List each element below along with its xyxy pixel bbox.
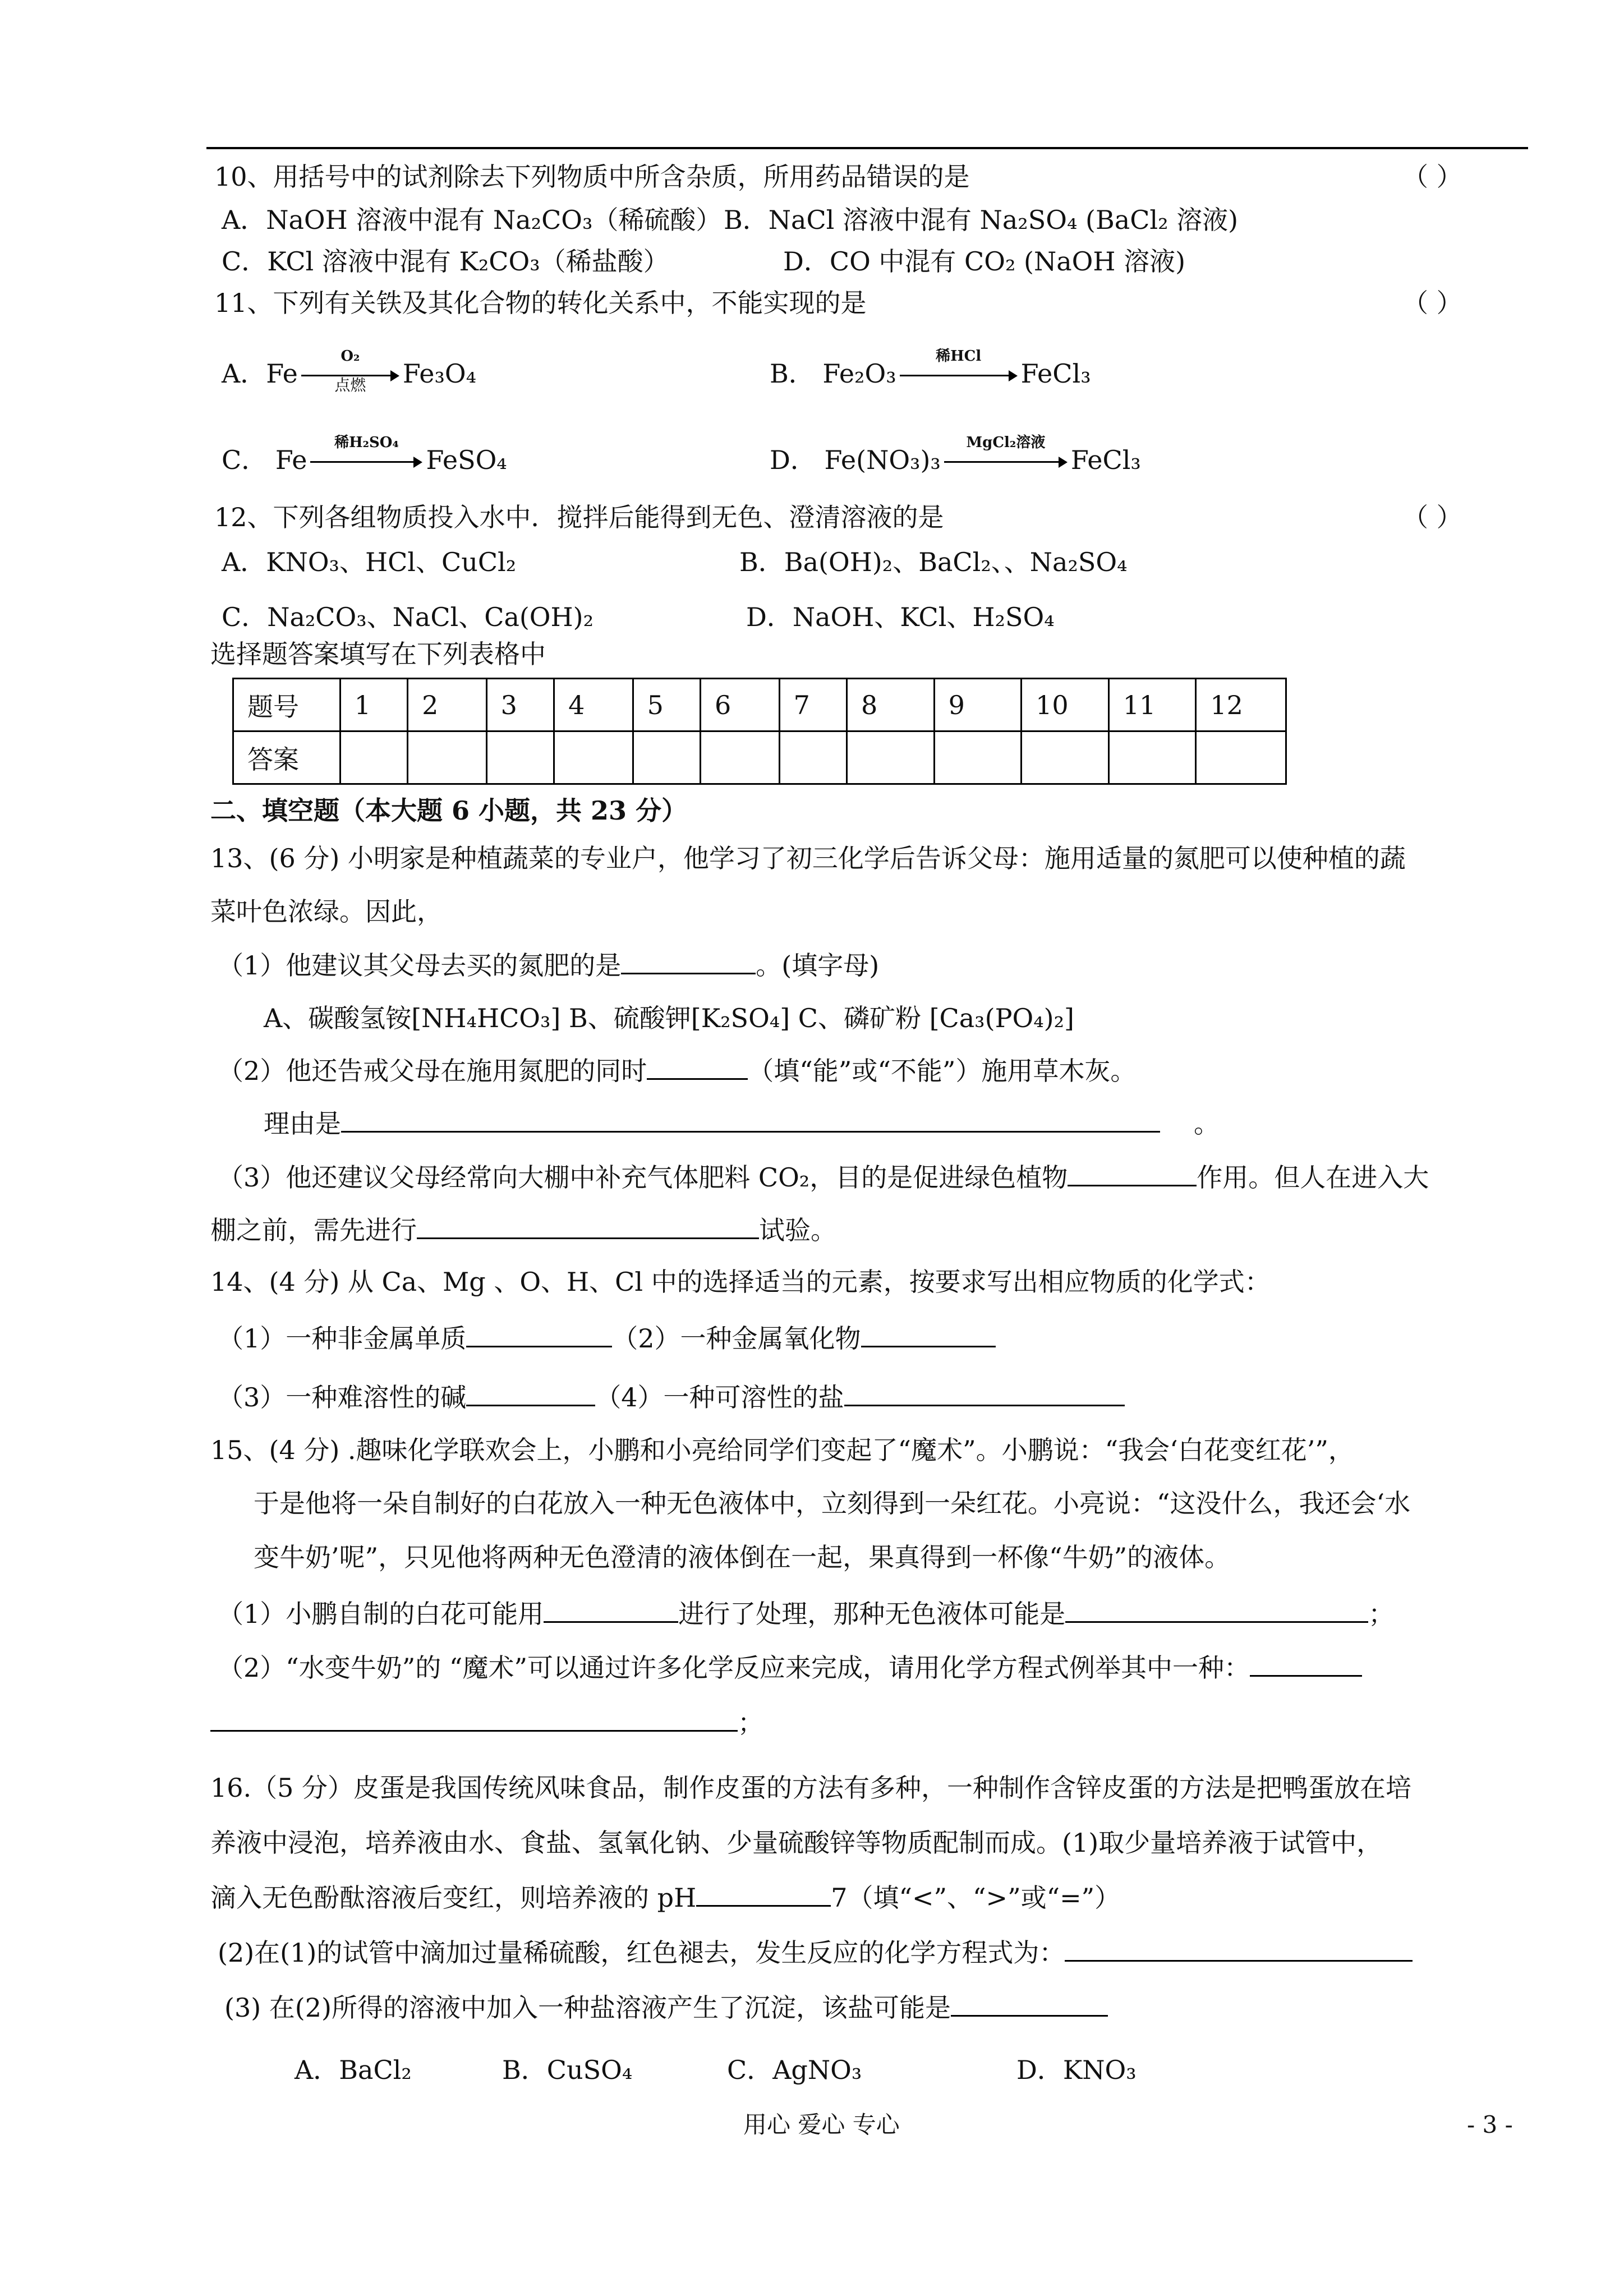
q14-row1: [218, 1321, 996, 1355]
q13-part3-end: 作用。但人在进入大: [1197, 1162, 1429, 1193]
q16-line2: 养液中浸泡，培养液由水、食盐、氢氧化钠、少量硫酸锌等物质配制而成。(1)取少量培养液于试管中，: [210, 1828, 1383, 1858]
q14-answer-blank-2[interactable]: [861, 1321, 996, 1347]
answer-cell-3[interactable]: [486, 731, 554, 784]
q16-answer-blank-2[interactable]: [1065, 1935, 1413, 1962]
q11-d-product: FeCl₃: [1070, 445, 1141, 475]
answer-table-number: 1: [340, 679, 407, 731]
answer-table-number: 9: [934, 679, 1022, 731]
reaction-arrow-icon: [301, 348, 399, 394]
q13-part3b: [210, 1213, 836, 1247]
q16-answer-blank-3[interactable]: [951, 1990, 1108, 2017]
q14-part1: （1）一种非金属单质: [218, 1323, 467, 1354]
q16-answer-blank-1[interactable]: [696, 1880, 831, 1907]
answer-table-number: 12: [1196, 679, 1286, 731]
answer-table-number: 7: [779, 679, 846, 731]
q14-part4: （4）一种可溶性的盐: [595, 1382, 844, 1412]
answer-table-number: 4: [554, 679, 633, 731]
q12-option-c: C．Na₂CO₃、NaCl、Ca(OH)₂: [222, 602, 594, 632]
q13-answer-blank-reason[interactable]: [341, 1106, 1160, 1133]
q11-c-product: FeSO₄: [426, 445, 507, 475]
q15-answer-blank-2[interactable]: [1065, 1596, 1368, 1623]
q15-line2: 于是他将一朵自制好的白花放入一种无色液体中，立刻得到一朵红花。小亮说：“这没什么，我还会‘水: [254, 1488, 1411, 1519]
answer-cell-1[interactable]: [340, 731, 407, 784]
q11-option-b: [770, 348, 1091, 390]
q14-answer-blank-3[interactable]: [466, 1380, 595, 1406]
answer-cell-8[interactable]: [847, 731, 935, 784]
q16-part2: [218, 1935, 1413, 1970]
q13-options: A、碳酸氢铵[NH₄HCO₃] B、硫酸钾[K₂SO₄] C、磷矿粉 [Ca₃(PO₄)₂]: [264, 1003, 1075, 1033]
q15-part1: [218, 1596, 1394, 1631]
q15-line1: 15、(4 分) .趣味化学联欢会上，小鹏和小亮给同学们变起了“魔术”。小鹏说：“我会‘白花变红花’”，: [210, 1435, 1354, 1465]
q16-part3: [224, 1990, 1108, 2024]
q13-answer-blank-4[interactable]: [417, 1213, 759, 1239]
q12-stem: 12、下列各组物质投入水中．搅拌后能得到无色、澄清溶液的是: [214, 502, 944, 532]
q11-option-d: [770, 434, 1141, 477]
q16-line3-text: 滴入无色酚酞溶液后变红，则培养液的 pH: [210, 1883, 697, 1913]
q13-part1: [218, 948, 879, 982]
q11-b-product: FeCl₃: [1020, 358, 1091, 389]
q13-part1-end: 。(填字母): [756, 950, 880, 981]
answer-cell-5[interactable]: [633, 731, 700, 784]
q11-c-condition: 稀H₂SO₄: [334, 434, 399, 451]
answer-table-number: 6: [701, 679, 780, 731]
q13-part3b-text: 棚之前，需先进行: [210, 1215, 417, 1245]
q10-bracket: （ ）: [1402, 162, 1462, 192]
q16-line1: 16.（5 分）皮蛋是我国传统风味食品，制作皮蛋的方法有多种，一种制作含锌皮蛋的方法是把鸭蛋放在培: [210, 1773, 1412, 1803]
q11-a-reactant: A．Fe: [222, 358, 298, 389]
q13-part2: [218, 1053, 1136, 1088]
answer-cell-9[interactable]: [934, 731, 1022, 784]
q13-answer-blank-3[interactable]: [1068, 1160, 1197, 1186]
q13-reason: [264, 1106, 1220, 1140]
q11-a-condition: O₂: [341, 348, 360, 365]
q11-b-reactant: B． Fe₂O₃: [770, 358, 896, 389]
q13-part2-text: （2）他还告戒父母在施用氮肥的同时: [218, 1056, 647, 1086]
q15-part2-end: ；: [738, 1708, 763, 1738]
q12-option-a: A．KNO₃、HCl、CuCl₂: [222, 547, 517, 577]
q11-d-condition: MgCl₂溶液: [966, 434, 1046, 451]
q13-reason-label: 理由是: [264, 1108, 341, 1139]
q14-part2: （2）一种金属氧化物: [612, 1323, 861, 1354]
q13-line2: 菜叶色浓绿。因此，: [210, 896, 443, 927]
answer-table: [232, 678, 1287, 785]
answer-table-number: 2: [408, 679, 487, 731]
answer-cell-4[interactable]: [554, 731, 633, 784]
q15-part2: [218, 1650, 1362, 1685]
q15-part1-text: （1）小鹏自制的白花可能用: [218, 1599, 544, 1629]
q11-option-c: [222, 434, 507, 477]
q13-part1-text: （1）他建议其父母去买的氮肥的是: [218, 950, 622, 981]
q11-c-reactant: C． Fe: [222, 445, 307, 475]
answer-cell-12[interactable]: [1196, 731, 1286, 784]
q11-a-product: Fe₃O₄: [402, 358, 477, 389]
q13-part2-end: （填“能”或“不能”）施用草木灰。: [748, 1056, 1137, 1086]
answer-table-number: 10: [1022, 679, 1109, 731]
answer-table-header: 答案: [233, 731, 341, 784]
q11-a-condition-below: 点燃: [334, 376, 366, 394]
reaction-arrow-icon: [310, 434, 422, 473]
q13-part3-text: （3）他还建议父母经常向大棚中补充气体肥料 CO₂，目的是促进绿色植物: [218, 1162, 1068, 1193]
reaction-arrow-icon: [900, 348, 1018, 387]
q11-bracket: （ ）: [1402, 288, 1462, 318]
answer-table-number: 3: [486, 679, 554, 731]
answer-cell-2[interactable]: [408, 731, 487, 784]
section-title: 二、填空题（本大题 6 小题，共 23 分）: [210, 795, 688, 826]
q13-reason-end: 。: [1194, 1108, 1220, 1139]
q13-answer-blank-2[interactable]: [647, 1053, 748, 1080]
q15-answer-blank-1[interactable]: [544, 1596, 678, 1623]
answer-cell-7[interactable]: [779, 731, 846, 784]
q13-part3: [218, 1160, 1429, 1194]
q14-row2: [218, 1380, 1125, 1414]
q16-option-a: A．BaCl₂: [295, 2055, 412, 2085]
q14-answer-blank-1[interactable]: [466, 1321, 612, 1347]
page-number: - 3 -: [1467, 2111, 1513, 2138]
q16-option-b: B．CuSO₄: [502, 2055, 633, 2085]
answer-cell-11[interactable]: [1108, 731, 1196, 784]
reaction-arrow-icon: [944, 434, 1068, 473]
q12-option-d: D．NaOH、KCl、H₂SO₄: [746, 602, 1055, 632]
q15-part1-mid: 进行了处理，那种无色液体可能是: [678, 1599, 1066, 1629]
q10-option-b: B．NaCl 溶液中混有 Na₂SO₄ (BaCl₂ 溶液): [724, 205, 1239, 235]
q12-bracket: （ ）: [1402, 502, 1462, 532]
q16-part2-text: (2)在(1)的试管中滴加过量稀硫酸，红色褪去，发生反应的化学方程式为：: [218, 1938, 1065, 1968]
answer-table-number: 8: [847, 679, 935, 731]
answer-table-header: 题号: [233, 679, 341, 731]
q14-stem: 14、(4 分) 从 Ca、Mg 、O、H、Cl 中的选择适当的元素，按要求写出相应物质的化学式：: [210, 1267, 1271, 1297]
q16-part3-text: (3) 在(2)所得的溶液中加入一种盐溶液产生了沉淀，该盐可能是: [224, 1993, 951, 2023]
q16-option-c: C．AgNO₃: [727, 2055, 862, 2085]
q11-option-a: [222, 348, 477, 394]
q11-b-condition: 稀HCl: [936, 348, 982, 365]
q10-option-d: D．CO 中混有 CO₂ (NaOH 溶液): [783, 246, 1186, 277]
answer-table-number: 5: [633, 679, 700, 731]
header-rule: [206, 147, 1528, 149]
q15-answer-blank-4[interactable]: [210, 1705, 738, 1732]
q10-stem: 10、用括号中的试剂除去下列物质中所含杂质，所用药品错误的是: [214, 162, 970, 192]
q13-part3b-end: 试验。: [759, 1215, 836, 1245]
q15-part2-text: （2）“水变牛奶”的 “魔术”可以通过许多化学反应来完成，请用化学方程式例举其中一种：: [218, 1653, 1250, 1683]
answer-table-number: 11: [1108, 679, 1196, 731]
q13-line1: 13、(6 分) 小明家是种植蔬菜的专业户，他学习了初三化学后告诉父母：施用适量的氮肥可以使种植的蔬: [210, 843, 1406, 873]
q16-line3: [210, 1880, 1120, 1915]
q15-line3: 变牛奶’呢”，只见他将两种无色澄清的液体倒在一起，果真得到一杯像“牛奶”的液体。: [254, 1542, 1231, 1572]
table-row: [233, 731, 1286, 784]
q10-option-a: A．NaOH 溶液中混有 Na₂CO₃（稀硫酸）: [222, 205, 722, 235]
q15-part2-cont: [210, 1705, 763, 1740]
answer-cell-6[interactable]: [701, 731, 780, 784]
answer-cell-10[interactable]: [1022, 731, 1109, 784]
answer-table-caption: 选择题答案填写在下列表格中: [210, 639, 546, 669]
q10-option-c: C．KCl 溶液中混有 K₂CO₃（稀盐酸）: [222, 246, 669, 277]
q16-line3-end: 7（填“<”、“>”或“=”）: [831, 1883, 1121, 1913]
q14-answer-blank-4[interactable]: [844, 1380, 1125, 1406]
q12-option-b: B．Ba(OH)₂、BaCl₂、、Na₂SO₄: [739, 547, 1128, 577]
q11-d-reactant: D． Fe(NO₃)₃: [770, 445, 941, 475]
page-footer-center: 用心 爱心 专心: [743, 2111, 900, 2138]
q13-answer-blank-1[interactable]: [621, 948, 756, 974]
q15-part1-end: ；: [1368, 1599, 1395, 1629]
q16-option-d: D．KNO₃: [1016, 2055, 1137, 2085]
q14-part3: （3）一种难溶性的碱: [218, 1382, 467, 1412]
q11-stem: 11、下列有关铁及其化合物的转化关系中，不能实现的是: [214, 288, 867, 318]
table-row: [233, 679, 1286, 731]
q15-answer-blank-3[interactable]: [1250, 1650, 1362, 1677]
